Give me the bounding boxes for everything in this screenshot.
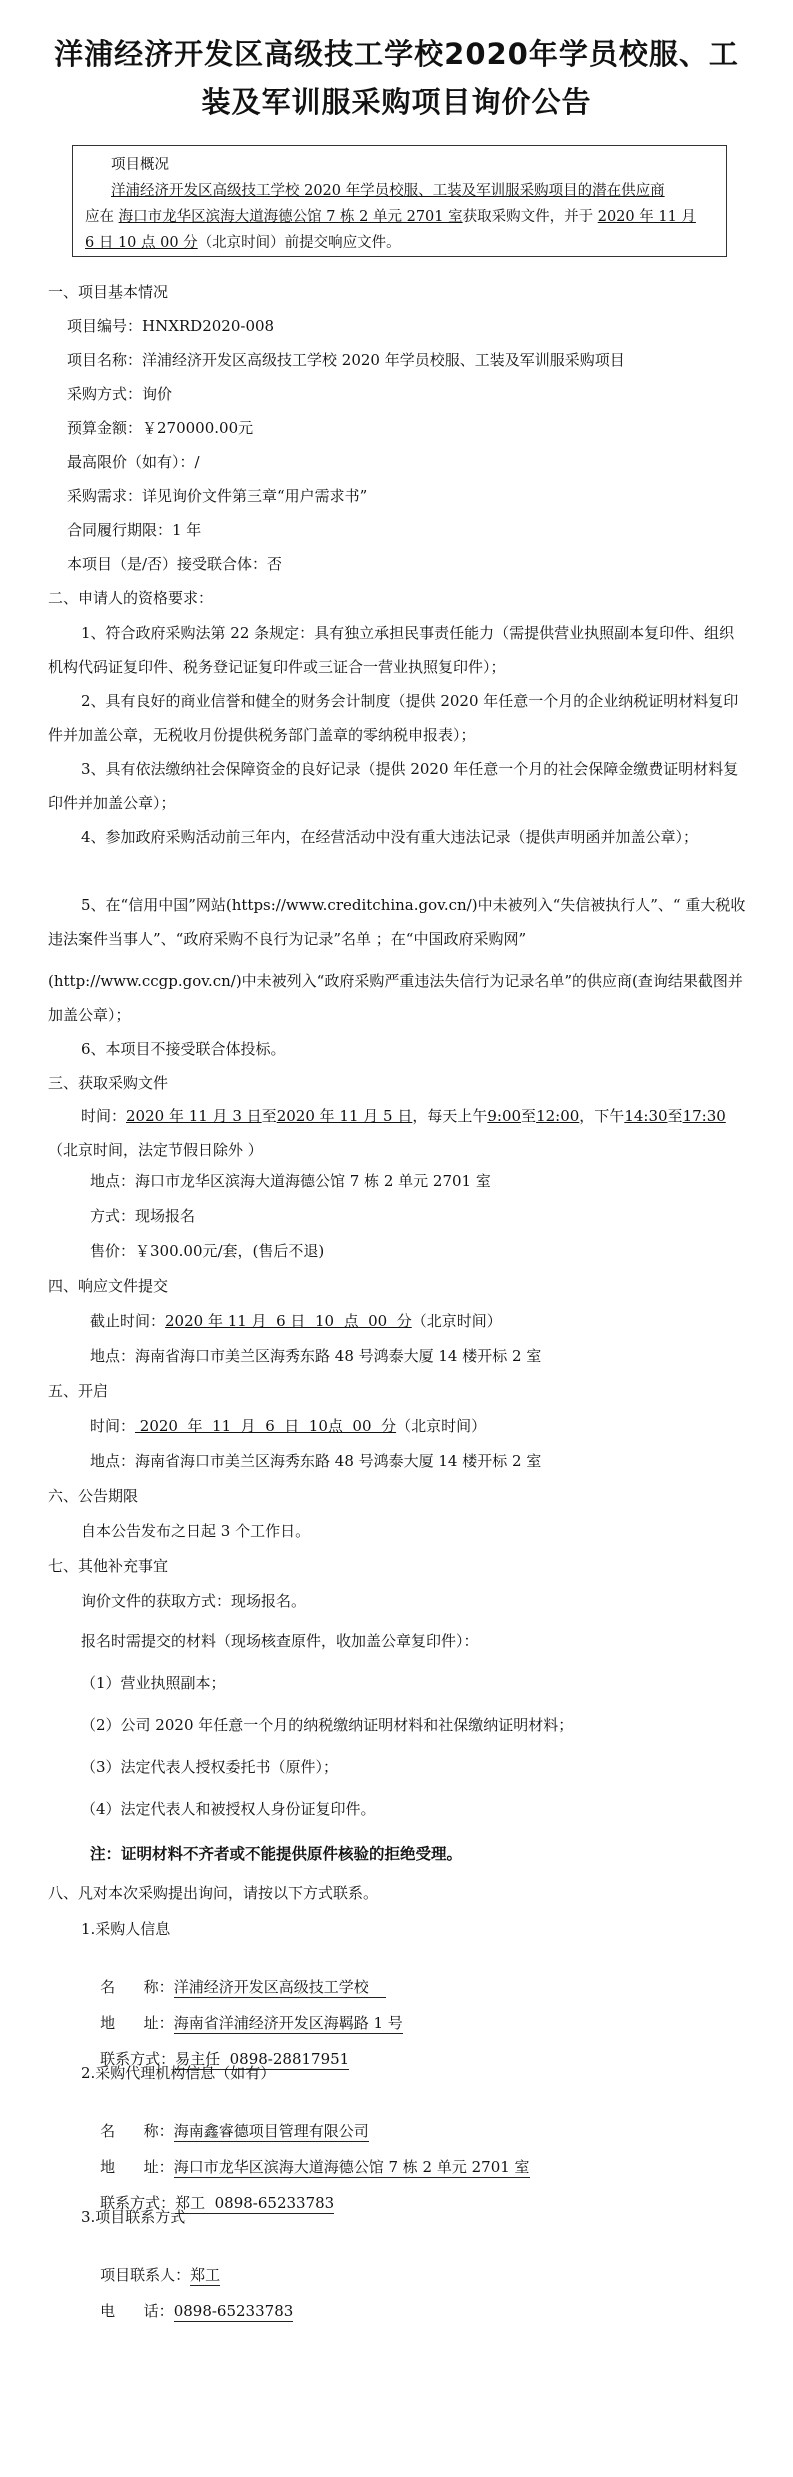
overview-time: 6 日 10 点 00 分	[85, 235, 198, 251]
title-line-1: 洋浦经济开发区高级技工学校2020年学员校服、工	[54, 37, 739, 71]
qualification-5-continued: (http://www.ccgp.gov.cn/)中未被列入“政府采购严重违法失信行为记录名单”的供应商(查询结果截图并加盖公章）；	[48, 972, 743, 1024]
section-5-heading: 五、开启	[48, 1382, 109, 1400]
budget-amount: 预算金额：￥270000.00元	[67, 419, 254, 437]
project-phone: 0898-65233783	[173, 2302, 294, 2320]
agency-name: 海南鑫睿德项目管理有限公司	[173, 2122, 369, 2140]
overview-text: 应在	[85, 209, 119, 225]
project-contact-title: 3.项目联系方式	[81, 2208, 186, 2226]
overview-text-line-3	[85, 230, 714, 256]
page-title	[40, 30, 753, 126]
obtain-start-date: 2020 年 11 月 3 日	[126, 1107, 262, 1125]
procurement-requirement: 采购需求：详见询价文件第三章“用户需求书”	[67, 487, 368, 505]
purchaser-info-title: 1.采购人信息	[81, 1920, 171, 1938]
project-name: 项目名称：洋浦经济开发区高级技工学校 2020 年学员校服、工装及军训服采购项目	[67, 351, 625, 369]
supplement-item: （2）公司 2020 年任意一个月的纳税缴纳证明材料和社保缴纳证明材料；	[81, 1716, 574, 1734]
project-phone-row	[81, 2278, 293, 2344]
section-1-heading: 一、项目基本情况	[48, 283, 169, 301]
obtain-pm-start: 14:30	[624, 1107, 668, 1125]
submission-deadline-value: 2020 年 11 月 6 日 10 点 00 分	[165, 1312, 412, 1330]
project-number: 项目编号：HNXRD2020-008	[67, 317, 275, 335]
project-contact-person: 郑工	[190, 2266, 221, 2284]
submission-place: 地点：海南省海口市美兰区海秀东路 48 号鸿泰大厦 14 楼开标 2 室	[90, 1347, 542, 1365]
overview-heading: 项目概况	[111, 157, 169, 173]
agency-info-title: 2.采购代理机构信息（如有）	[81, 2064, 276, 2082]
obtain-am-start: 9:00	[487, 1107, 522, 1125]
section-4-heading: 四、响应文件提交	[48, 1277, 169, 1295]
section-3-heading: 三、获取采购文件	[48, 1074, 169, 1092]
purchaser-contact-label: 联系方式：	[100, 2050, 176, 2068]
obtain-am-end: 12:00	[536, 1107, 580, 1125]
max-price: 最高限价（如有）：/	[67, 453, 200, 471]
obtain-time-note: （北京时间，法定节假日除外 ）	[48, 1141, 263, 1159]
section-2-heading: 二、申请人的资格要求：	[48, 589, 214, 607]
obtain-end-date: 2020 年 11 月 5 日	[276, 1107, 413, 1125]
purchaser-contact: 易主任 0898-28817951	[175, 2050, 350, 2068]
overview-text-line-2	[85, 204, 714, 230]
qualification-5: 5、在“信用中国”网站(https://www.creditchina.gov.cn/)中未被列入“失信被执行人”、“ 重大税收违法案件当事人”、“政府采购不良行为记录”名单 ；在“中国政府采购网”	[48, 896, 746, 948]
overview-project-name: 洋浦经济开发区高级技工学校 2020 年学员校服、工装及军训服采购项目的潜在供应商	[111, 183, 665, 199]
obtain-time-text: 至	[261, 1107, 277, 1125]
opening-time-note: （北京时间）	[396, 1417, 487, 1435]
supplement-item: （3）法定代表人授权委托书（原件）；	[81, 1758, 339, 1776]
project-contact-person-label: 项目联系人：	[100, 2266, 191, 2284]
title-line-2: 装及军训服采购项目询价公告	[201, 85, 592, 119]
supplement-item: （1）营业执照副本；	[81, 1674, 226, 1692]
purchaser-address: 海南省洋浦经济开发区海羁路 1 号	[173, 2014, 403, 2032]
agency-name-label: 名 称：	[100, 2122, 174, 2140]
obtain-time	[48, 1099, 748, 1167]
overview-text-line-1	[85, 178, 714, 204]
supplement-note: 注：证明材料不齐者或不能提供原件核验的拒绝受理。	[90, 1844, 463, 1863]
document-price: 售价：￥300.00元/套，(售后不退)	[90, 1242, 325, 1260]
agency-address-label: 地 址：	[100, 2158, 174, 2176]
qualification-6: 6、本项目不接受联合体投标。	[81, 1040, 286, 1058]
supplement-item: 报名时需提交的材料（现场核查原件，收加盖公章复印件）：	[81, 1632, 479, 1650]
qualification-3: 3、具有依法缴纳社会保障资金的良好记录（提供 2020 年任意一个月的社会保障金缴费证明材料复印件并加盖公章）；	[48, 760, 739, 812]
opening-time-label: 时间：	[90, 1417, 136, 1435]
overview-location: 海口市龙华区滨海大道海德公馆 7 栋 2 单元 2701 室	[118, 209, 463, 225]
purchaser-name: 洋浦经济开发区高级技工学校	[174, 1977, 386, 1998]
obtain-method: 方式：现场报名	[90, 1207, 196, 1225]
obtain-time-text: ，每天上午	[412, 1107, 488, 1125]
agency-contact-label: 联系方式：	[100, 2194, 176, 2212]
opening-place: 地点：海南省海口市美兰区海秀东路 48 号鸿泰大厦 14 楼开标 2 室	[90, 1452, 542, 1470]
project-phone-label: 电 话：	[100, 2302, 174, 2320]
purchaser-name-label: 名 称：	[100, 1978, 174, 1996]
agency-address: 海口市龙华区滨海大道海德公馆 7 栋 2 单元 2701 室	[173, 2158, 530, 2176]
obtain-place: 地点：海口市龙华区滨海大道海德公馆 7 栋 2 单元 2701 室	[90, 1172, 491, 1190]
purchaser-address-label: 地 址：	[100, 2014, 174, 2032]
overview-text: （北京时间）前提交响应文件。	[197, 235, 401, 251]
obtain-time-text: 至	[667, 1107, 683, 1125]
qualification-2: 2、具有良好的商业信誉和健全的财务会计制度（提供 2020 年任意一个月的企业纳税证明材料复印件并加盖公章，无税收月份提供税务部门盖章的零纳税申报表）；	[48, 692, 739, 744]
overview-date: 2020 年 11 月	[597, 209, 696, 225]
project-overview-box	[72, 145, 727, 257]
overview-text: 获取采购文件，并于	[462, 209, 598, 225]
opening-time-value: 2020 年 11 月 6 日 10点 00 分	[135, 1417, 397, 1435]
section-7-heading: 七、其他补充事宜	[48, 1557, 169, 1575]
obtain-time-label: 时间：	[81, 1107, 127, 1125]
obtain-time-text: ，下午	[579, 1107, 625, 1125]
notice-period: 自本公告发布之日起 3 个工作日。	[81, 1522, 311, 1540]
procurement-method: 采购方式：询价	[67, 385, 173, 403]
section-6-heading: 六、公告期限	[48, 1487, 139, 1505]
contract-period: 合同履行期限：1 年	[67, 521, 202, 539]
opening-time	[90, 1415, 486, 1437]
submission-deadline-note: （北京时间）	[411, 1312, 502, 1330]
obtain-time-text: 至	[521, 1107, 537, 1125]
agency-contact: 郑工 0898-65233783	[175, 2194, 335, 2212]
section-8-heading: 八、凡对本次采购提出询问，请按以下方式联系。	[48, 1884, 379, 1902]
submission-deadline	[90, 1310, 502, 1332]
submission-deadline-label: 截止时间：	[90, 1312, 166, 1330]
qualification-1: 1、符合政府采购法第 22 条规定：具有独立承担民事责任能力（需提供营业执照副本复印件、组织机构代码证复印件、税务登记证复印件或三证合一营业执照复印件）；	[48, 624, 735, 676]
supplement-item: 询价文件的获取方式：现场报名。	[81, 1592, 307, 1610]
qualification-4: 4、参加政府采购活动前三年内，在经营活动中没有重大违法记录（提供声明函并加盖公章）；	[81, 828, 699, 846]
supplement-item: （4）法定代表人和被授权人身份证复印件。	[81, 1800, 376, 1818]
consortium-info: 本项目（是/否）接受联合体：否	[67, 555, 283, 573]
obtain-pm-end: 17:30	[682, 1107, 726, 1125]
